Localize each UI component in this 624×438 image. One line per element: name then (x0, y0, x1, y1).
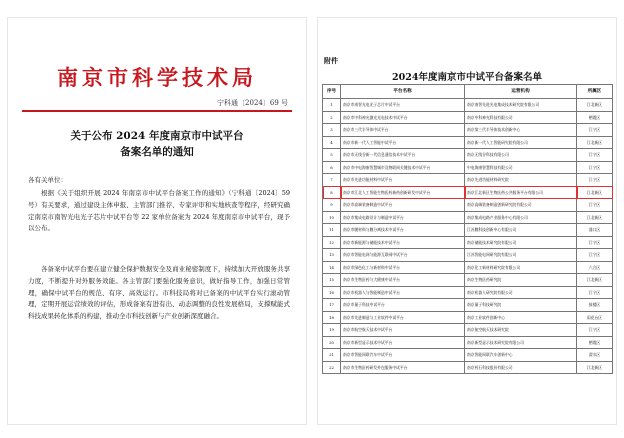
district-cell: 江宁区 (577, 249, 613, 262)
district-cell: 江北新区 (577, 136, 613, 149)
table-row (323, 124, 613, 137)
district-cell: 江宁区 (577, 199, 613, 212)
district-cell: 江宁区 (577, 286, 613, 299)
row-index-cell: 10 (323, 211, 341, 224)
row-index-cell: 2 (323, 111, 341, 124)
platform-name-cell: 南京市新能源与储能技术中试平台 (341, 236, 465, 249)
row-index-cell: 20 (323, 336, 341, 349)
district-cell: 雨花台区 (577, 311, 613, 324)
operator-cell: 南京新型显示技术研究院有限公司 (465, 336, 577, 349)
district-cell: 溧水区 (577, 349, 613, 362)
body-paragraph-2: 各备案中试平台要在建立健全保护数据安全及商业秘密制度下，持续加大开放服务共享力度，不断提升对外服务效能。各主管部门要强化服务意识，做好指导工作，加强日常管理，确保中试平台的规范、有序、高效运行。市科技局将对已备案的中试平台实行滚动管理，定期开展运营绩效的评估，形成备案有进有出、动态调整的良性发展格局，支撑赋能式科技成果转化体系的构建，推动全市科技创新与产业创新深度融合。 (28, 265, 290, 321)
district-cell: 江北新区 (577, 99, 613, 112)
table-row (323, 274, 613, 287)
row-index-cell: 8 (323, 186, 341, 199)
row-index-cell: 16 (323, 286, 341, 299)
table-row (323, 224, 613, 237)
table-row (323, 211, 613, 224)
row-index-cell: 9 (323, 199, 341, 212)
platform-name-cell: 南京市南智光电光子芯片中试平台 (341, 99, 465, 112)
header-cell: 序号 (323, 85, 341, 99)
operator-cell: 南京南智先进光电集成技术研究院有限公司 (465, 99, 577, 112)
annex-label: 附件 (324, 56, 338, 65)
platform-name-cell: 南京市先进功能材料中试平台 (341, 174, 465, 187)
platform-name-cell: 南京市生物医药与大健康中试平台 (341, 274, 465, 287)
operator-cell: 南京药石科技股份有限公司 (465, 361, 577, 374)
salutation: 各有关单位： (28, 176, 67, 184)
table-row (323, 261, 613, 274)
operator-cell: 南京第三代半导体技术创新中心 (465, 124, 577, 137)
table-header-row (323, 85, 613, 99)
district-cell: 江宁区 (577, 174, 613, 187)
table-row (323, 361, 613, 374)
operator-cell: 南京无线谷科技有限公司 (465, 149, 577, 162)
table-row (323, 136, 613, 149)
table-row (323, 324, 613, 337)
district-cell: 江宁区 (577, 324, 613, 337)
notice-title-line2: 备案名单的通知 (120, 146, 194, 158)
red-divider-line (22, 110, 292, 112)
operator-cell: 南京新一代人工智能研究院有限公司 (465, 136, 577, 149)
header-cell: 运营机构 (465, 85, 577, 99)
operator-cell: 中电海康智慧科技有限公司 (465, 161, 577, 174)
row-index-cell: 15 (323, 274, 341, 287)
row-index-cell: 3 (323, 124, 341, 137)
platform-name-cell: 南京市绿色化工与新材料中试平台 (341, 261, 465, 274)
platform-name-cell: 南京市先进制造与工业软件中试平台 (341, 311, 465, 324)
row-index-cell: 6 (323, 161, 341, 174)
platform-name-cell: 南京市航空航天技术中试平台 (341, 324, 465, 337)
district-cell: 栖霞区 (577, 111, 613, 124)
operator-cell: 南京机器人研究院有限公司 (465, 286, 577, 299)
table-row (323, 99, 613, 112)
platform-name-cell: 南京市中电海康智慧城市及物联网关键技术中试平台 (341, 161, 465, 174)
district-cell: 江北新区 (577, 186, 613, 199)
header-cell: 平台名称 (341, 85, 465, 99)
platform-name-cell: 南京市无线谷新一代信息通信技术中试平台 (341, 149, 465, 162)
table-row (323, 111, 613, 124)
table-row (323, 299, 613, 312)
row-index-cell: 12 (323, 236, 341, 249)
row-index-cell: 22 (323, 361, 341, 374)
row-index-cell: 5 (323, 149, 341, 162)
platform-name-cell: 南京市机器人与智能制造中试平台 (341, 286, 465, 299)
row-index-cell: 1 (323, 99, 341, 112)
operator-cell: 南京工业软件创新中心 (465, 311, 577, 324)
operator-cell: 南京化工新材料研究院有限公司 (465, 261, 577, 274)
operator-cell: 南京高端装备制造创新研究院有限公司 (465, 199, 577, 212)
operator-cell: 南京储能技术研究院有限公司 (465, 236, 577, 249)
operator-cell: 南京智能网联汽车创新中心 (465, 349, 577, 362)
table-row (323, 199, 613, 212)
platform-name-cell: 南京市生物医药研发外包服务中试平台 (341, 361, 465, 374)
row-index-cell: 4 (323, 136, 341, 149)
district-cell: 江宁区 (577, 236, 613, 249)
table-row (323, 149, 613, 162)
platform-name-cell: 南京市新一代人工智能中试平台 (341, 136, 465, 149)
table-row (323, 311, 613, 324)
table-row (323, 161, 613, 174)
row-index-cell: 17 (323, 299, 341, 312)
table-body (323, 99, 613, 374)
table-row (323, 186, 613, 199)
platform-name-cell: 南京市量子科技中试平台 (341, 299, 465, 312)
district-cell: 江北新区 (577, 274, 613, 287)
body-paragraph-1: 根据《关于组织开展 2024 年南京市中试平台备案工作的通知》（宁科通〔2024〕59 号）有关要求，通过建设主体申报、主管部门推荐、专家评审和实地核查等程序，经研究确定南京市南智光电光子芯片中试平台等 22 家单位备案为 2024 年度南京市中试平台，现予以公布。 (28, 189, 290, 233)
platform-name-cell: 南京市江北人工智能生物医药新药创新研发中试平台 (341, 186, 465, 199)
header-cell: 所属区 (577, 85, 613, 99)
district-cell: 江北新区 (577, 211, 613, 224)
platform-name-cell: 南京市智能电网与能源互联网中试平台 (341, 249, 465, 262)
platform-list-table (322, 84, 613, 374)
row-index-cell: 11 (323, 224, 341, 237)
platform-name-cell: 南京市三代半导体中试平台 (341, 124, 465, 137)
platform-name-cell: 南京市智能网联汽车中试平台 (341, 349, 465, 362)
table-row (323, 249, 613, 262)
issuing-bureau-header: 南京市科学技术局 (57, 65, 257, 90)
row-index-cell: 21 (323, 349, 341, 362)
platform-name-cell: 南京市集成电路设计与制造中试平台 (341, 211, 465, 224)
notice-page (8, 18, 306, 424)
district-cell: 六合区 (577, 261, 613, 274)
operator-cell: 南京量子科技研究院 (465, 299, 577, 312)
operator-cell: 南京中科神光科技有限公司 (465, 111, 577, 124)
district-cell: 江宁区 (577, 124, 613, 137)
district-cell: 江宁区 (577, 161, 613, 174)
district-cell: 鼓楼区 (577, 299, 613, 312)
district-cell: 江宁区 (577, 149, 613, 162)
platform-name-cell: 南京市新型显示技术中试平台 (341, 336, 465, 349)
row-index-cell: 13 (323, 249, 341, 262)
operator-cell: 南京航空航天技术研究院 (465, 324, 577, 337)
operator-cell: 江苏膜科技创新中心有限公司 (465, 224, 577, 237)
operator-cell: 江苏智能电网研究院有限公司 (465, 249, 577, 262)
row-index-cell: 18 (323, 311, 341, 324)
annex-title: 2024年度南京市中试平台备案名单 (392, 72, 542, 83)
table-row (323, 349, 613, 362)
platform-name-cell: 南京市高端装备制造中试平台 (341, 199, 465, 212)
operator-cell: 南京集成电路产业服务中心有限公司 (465, 211, 577, 224)
district-cell: 栖霞区 (577, 336, 613, 349)
district-cell: 浦口区 (577, 224, 613, 237)
district-cell: 江北新区 (577, 361, 613, 374)
document-number: 宁科通〔2024〕69 号 (217, 99, 288, 107)
operator-cell: 南京生物医药研究院 (465, 274, 577, 287)
operator-cell: 南京先进功能材料研究院 (465, 174, 577, 187)
operator-cell: 南京江北新区生物医药公共服务平台有限公司 (465, 186, 577, 199)
notice-title-line1: 关于公布 2024 年度南京市中试平台 (70, 130, 244, 142)
platform-name-cell: 南京市中科神光激光光电技术中试平台 (341, 111, 465, 124)
row-index-cell: 7 (323, 174, 341, 187)
table-row (323, 286, 613, 299)
row-index-cell: 19 (323, 324, 341, 337)
row-index-cell: 14 (323, 261, 341, 274)
table-row (323, 336, 613, 349)
table-row (323, 236, 613, 249)
annex-page (318, 18, 616, 424)
platform-name-cell: 南京市膜材料与膜分离技术中试平台 (341, 224, 465, 237)
table-row (323, 174, 613, 187)
